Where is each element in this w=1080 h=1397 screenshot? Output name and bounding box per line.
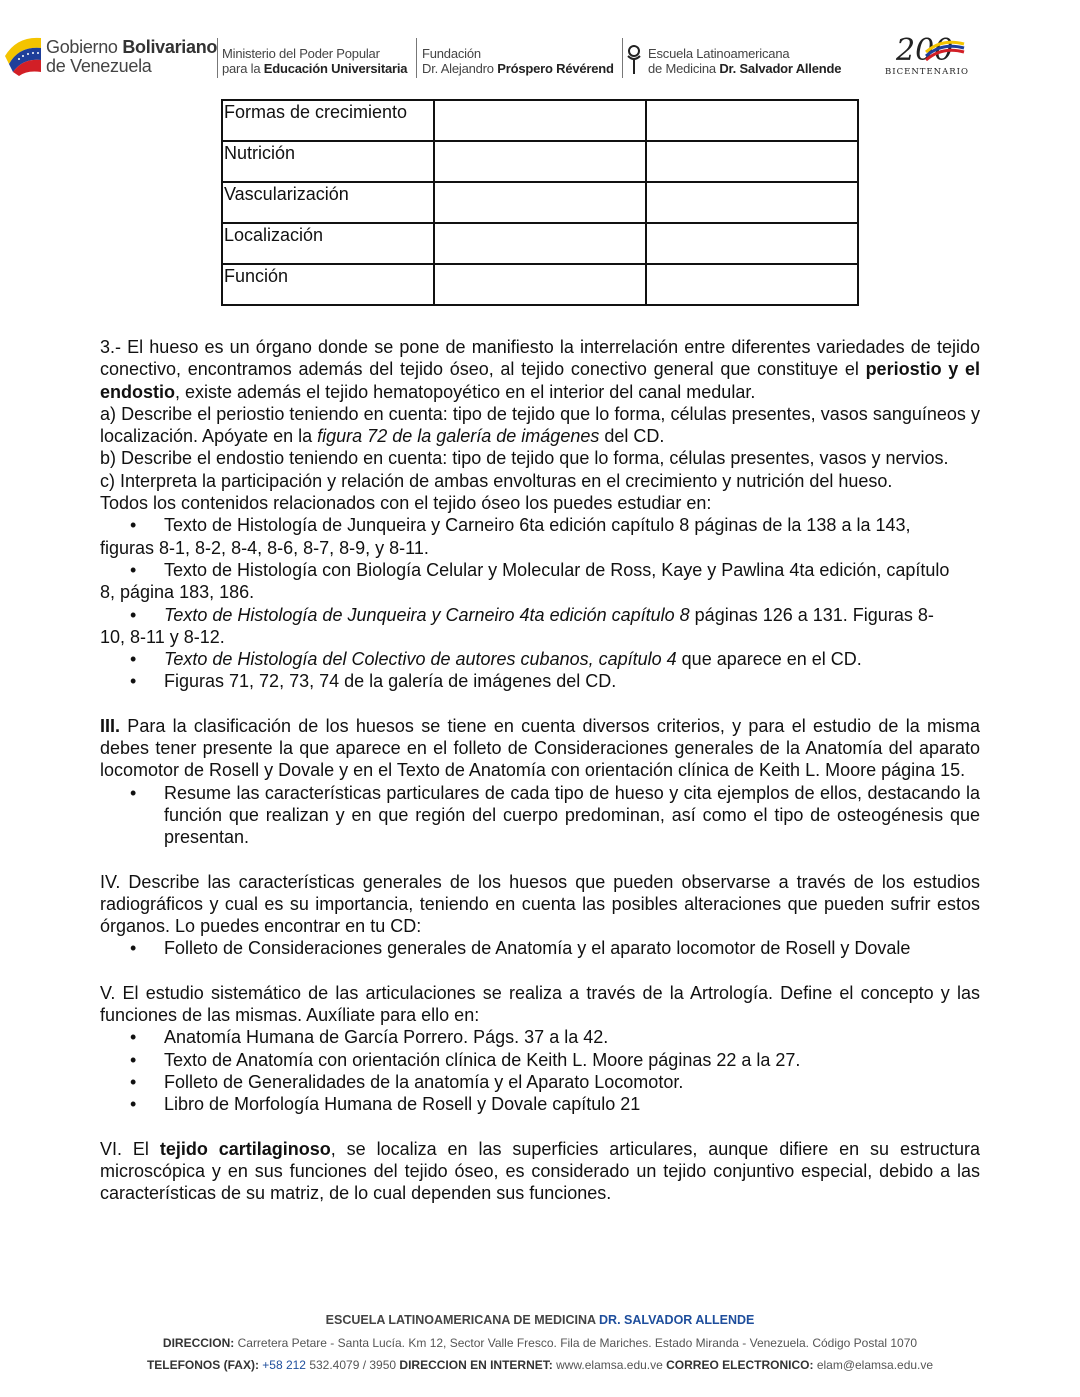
escuela-text: Escuela Latinoamericana de Medicina Dr. Salvador Allende bbox=[648, 46, 842, 76]
footer-institution: ESCUELA LATINOAMERICANA DE MEDICINA DR. SALVADOR ALLENDE bbox=[325, 1313, 755, 1327]
fundacion-text: Fundación Dr. Alejandro Próspero Révérend bbox=[422, 46, 614, 76]
bullet-icon: • bbox=[130, 604, 137, 625]
bullet-icon: • bbox=[130, 1094, 137, 1115]
section-3-item-a: a) Describe el periostio teniendo en cuenta: tipo de tejido que lo forma, células presentes, vasos sanguíneos y localización. Apóyate en la figura 72 de la galería de imágenes del CD. bbox=[100, 403, 980, 447]
list-item-continuation: 8, página 183, 186. bbox=[100, 582, 255, 603]
table-cell bbox=[646, 223, 858, 264]
bullet-icon: • bbox=[130, 515, 137, 536]
list-item-continuation: 10, 8-11 y 8-12. bbox=[100, 626, 225, 647]
table-cell bbox=[434, 141, 646, 182]
bullet-icon: • bbox=[130, 1027, 137, 1048]
table-cell bbox=[434, 264, 646, 305]
header-divider bbox=[217, 38, 218, 78]
list-item: • Folleto de Generalidades de la anatomía y el Aparato Locomotor. bbox=[130, 1071, 684, 1092]
footer-address: DIRECCION: Carretera Petare - Santa Lucía. Km 12, Sector Valle Fresco. Fila de Mariches. Estado Miranda - Venezuela. Código Postal 1070 bbox=[162, 1336, 918, 1350]
table-row bbox=[222, 264, 858, 305]
list-item: • Texto de Histología con Biología Celular y Molecular de Ross, Kaye y Pawlina 4ta edición, capítulo bbox=[130, 559, 950, 580]
table-row bbox=[222, 182, 858, 223]
table-cell: Función bbox=[222, 264, 434, 305]
bicentenario-number: 200 bbox=[896, 33, 954, 68]
section-3-intro: 3.- El hueso es un órgano donde se pone de manifiesto la interrelación entre diferentes variedades de tejido conectivo, encontramos además del tejido óseo, al tejido conectivo general que constituye el periostio y el endostio, existe además el tejido hematopoyético en el interior del canal medular. bbox=[100, 337, 980, 402]
list-item: • Texto de Histología del Colectivo de autores cubanos, capítulo 4 que aparece en el CD. bbox=[130, 649, 862, 670]
bullet-icon: • bbox=[130, 649, 137, 670]
comparison-table bbox=[221, 99, 859, 306]
table-row bbox=[222, 141, 858, 182]
table-cell bbox=[646, 182, 858, 223]
table-cell bbox=[646, 141, 858, 182]
list-item-continuation: figuras 8-1, 8-2, 8-4, 8-6, 8-7, 8-9, y 8-11. bbox=[100, 537, 429, 558]
table-cell: Localización bbox=[222, 223, 434, 264]
list-item: • Texto de Histología de Junqueira y Carneiro 4ta edición capítulo 8 páginas 126 a 131. Figuras 8- bbox=[130, 604, 934, 625]
table-cell: Nutrición bbox=[222, 141, 434, 182]
table-row bbox=[222, 223, 858, 264]
section-3-item-b: b) Describe el endostio teniendo en cuenta: tipo de tejido que lo forma, células presentes, vasos y nervios. bbox=[100, 448, 949, 469]
gobierno-bolivariano-logo-text: Gobierno Bolivariano de Venezuela bbox=[46, 37, 218, 76]
list-item: • Folleto de Consideraciones generales de Anatomía y el aparato locomotor de Rosell y Dovale bbox=[130, 938, 911, 959]
ministerio-text: Ministerio del Poder Popular para la Educación Universitaria bbox=[222, 46, 408, 76]
section-vi-paragraph: VI. El tejido cartilaginoso, se localiza en las superficies articulares, aunque difiere en su estructura microscópica y en sus funciones del tejido óseo, es considerado un tejido conjuntivo especial, debido a las características de su matriz, de lo cual dependen sus funciones. bbox=[100, 1138, 981, 1204]
list-item: • Libro de Morfología Humana de Rosell y Dovale capítulo 21 bbox=[130, 1094, 641, 1115]
bicentenario-label: BICENTENARIO bbox=[885, 67, 969, 77]
section-v-paragraph: V. El estudio sistemático de las articulaciones se realiza a través de la Artrología. Define el concepto y las funciones de las mismas. Auxíliate para ello en: bbox=[100, 982, 980, 1026]
bicentenario-logo bbox=[882, 26, 972, 80]
table-cell bbox=[434, 100, 646, 141]
bullet-icon: • bbox=[130, 1049, 137, 1070]
list-item: • Texto de Histología de Junqueira y Carneiro 6ta edición capítulo 8 páginas de la 138 a la 143, bbox=[130, 515, 911, 536]
header-divider bbox=[416, 38, 417, 78]
bullet-icon: • bbox=[130, 671, 137, 692]
bullet-icon: • bbox=[130, 782, 137, 803]
section-3-resources-intro: Todos los contenidos relacionados con el tejido óseo los puedes estudiar en: bbox=[100, 493, 712, 514]
section-3-item-c: c) Interpreta la participación y relación de ambas envolturas en el crecimiento y nutrición del hueso. bbox=[100, 470, 893, 491]
document-body bbox=[100, 336, 980, 1204]
bullet-icon: • bbox=[130, 938, 137, 959]
table-cell bbox=[434, 182, 646, 223]
section-iv-paragraph: IV. Describe las características generales de los huesos que pueden observarse a través de los estudios radiográficos y cual es su importancia, teniendo en cuenta las posibles alteraciones que pueden sufrir estos órganos. Lo puedes encontrar en tu CD: bbox=[100, 871, 980, 937]
list-item: • Resume las características particulares de cada tipo de hueso y cita ejemplos de ellos, destacando la función que realizan y en que región del cuerpo predominan, así como el tipo de osteogénesis que presentan. bbox=[130, 782, 980, 848]
list-item: • Texto de Anatomía con orientación clínica de Keith L. Moore páginas 22 a la 27. bbox=[130, 1049, 801, 1070]
table-row bbox=[222, 100, 858, 141]
table-cell bbox=[646, 264, 858, 305]
header-divider bbox=[622, 38, 623, 78]
table-cell bbox=[434, 223, 646, 264]
bullet-icon: • bbox=[130, 1071, 137, 1092]
table-cell: Vascularización bbox=[222, 182, 434, 223]
footer-contact: TELEFONOS (FAX): +58 212 532.4079 / 3950 DIRECCION EN INTERNET: www.elamsa.edu.ve CORREO ELECTRONICO: elam@elamsa.edu.ve bbox=[146, 1358, 934, 1372]
list-item: • Figuras 71, 72, 73, 74 de la galería de imágenes del CD. bbox=[130, 671, 617, 692]
bullet-icon: • bbox=[130, 559, 137, 580]
section-iii-paragraph: III. Para la clasificación de los huesos se tiene en cuenta diversos criterios, y para el estudio de la misma debes tener presente la que aparece en el folleto de Consideraciones generales de la Anatomía del aparato locomotor de Rosell y Dovale y en el Texto de Anatomía con orientación clínica de Keith L. Moore página 15. bbox=[100, 715, 980, 781]
venezuela-flag-icon bbox=[3, 34, 43, 76]
table-cell bbox=[646, 100, 858, 141]
elam-logo-icon bbox=[625, 44, 643, 76]
page-header bbox=[0, 26, 1080, 92]
table-cell: Formas de crecimiento bbox=[222, 100, 434, 141]
list-item: • Anatomía Humana de García Porrero. Págs. 37 a la 42. bbox=[130, 1027, 609, 1048]
